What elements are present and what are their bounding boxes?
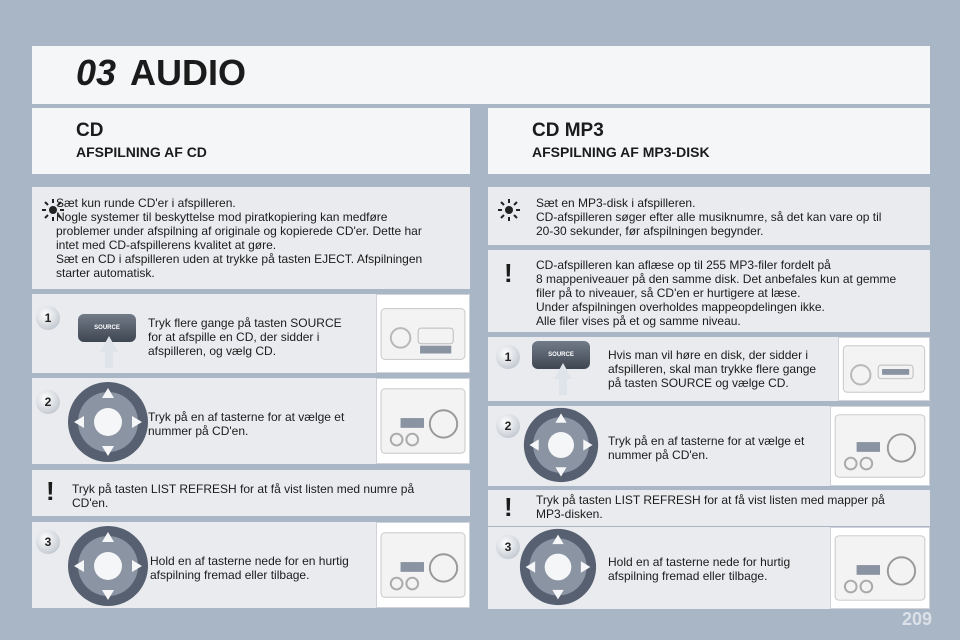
radio-panel-illustration [376,522,470,608]
step-number: 2 [496,414,520,438]
right-section-header [488,108,930,174]
left-warning-panel [32,470,470,516]
right-step3-text: Hold en af tasterne nede for hurtig afspilning fremad eller tilbage. [608,555,791,583]
left-warning-text: Tryk på tasten LIST REFRESH for at få vist listen med numre på CD'en. [72,482,415,510]
right-warning1-text: CD-afspilleren kan aflæse op til 255 MP3-filer fordelt på 8 mappeniveauer på den samme disk. Det anbefales kun at gemme filer på to niveauer, så CD'en er hurtigere at læse. Under afspilningen overholdes mappeopdelingen ikke. Alle filer vises på et og samme niveau. [536,258,897,328]
radio-panel-illustration [376,378,470,464]
left-step3-text: Hold en af tasterne nede for en hurtig afspilning fremad eller tilbage. [150,554,349,582]
page-number: 209 [901,609,932,629]
right-step3-panel [488,527,930,609]
chapter-number: 03 [76,52,117,93]
step-number: 1 [36,306,60,330]
left-step3-panel [32,522,470,608]
right-warning2-panel [488,490,930,526]
step-number: 3 [496,535,520,559]
right-info-text: Sæt en MP3-disk i afspilleren. CD-afspilleren søger efter alle musiknumre, så det kan vare op til 20-30 sekunder, før afspilningen begynder. [536,196,882,238]
sun-icon [496,197,522,223]
right-step2-panel [488,406,930,486]
right-info-panel [488,187,930,245]
source-button-illustration: SOURCE [78,314,136,342]
chapter-title: AUDIO [130,52,246,93]
right-section-title: CD MP3 [532,120,604,141]
navigation-pad-icon [522,406,600,484]
left-section-header [32,108,470,174]
radio-panel-illustration [376,294,470,373]
left-step2-text: Tryk på en af tasterne for at vælge et nummer på CD'en. [148,410,345,438]
radio-panel-illustration [830,527,930,609]
right-step2-text: Tryk på en af tasterne for at vælge et nummer på CD'en. [608,434,805,462]
exclamation-icon: ! [46,476,55,506]
navigation-pad-icon [66,524,150,608]
step-number: 1 [496,345,520,369]
step-number: 2 [36,390,60,414]
arrow-up-icon [100,336,118,352]
radio-panel-illustration [838,337,930,401]
navigation-pad-icon [518,527,598,607]
arrow-up-icon [554,363,572,379]
left-step1-text: Tryk flere gange på tasten SOURCE for at afspille en CD, der sidder i afspilleren, og vælg CD. [148,316,342,358]
source-button-illustration: SOURCE [532,341,590,369]
left-step2-panel [32,378,470,464]
right-step1-text: Hvis man vil høre en disk, der sidder i afspilleren, skal man trykke flere gange på tasten SOURCE og vælge CD. [608,348,817,390]
right-warning1-panel [488,250,930,332]
right-section-subtitle: AFSPILNING AF MP3-DISK [532,144,710,160]
step-number: 3 [36,530,60,554]
exclamation-icon: ! [504,258,513,288]
left-info-panel [32,187,470,289]
right-warning2-text: Tryk på tasten LIST REFRESH for at få vist listen med mapper på MP3-disken. [536,493,885,521]
left-section-title: CD [76,120,104,141]
radio-panel-illustration [830,406,930,486]
right-step1-panel [488,337,930,401]
left-step1-panel [32,294,470,373]
navigation-pad-icon [66,380,150,464]
left-section-subtitle: AFSPILNING AF CD [76,144,207,160]
exclamation-icon: ! [504,492,513,522]
left-info-text: Sæt kun runde CD'er i afspilleren. Nogle systemer til beskyttelse mod piratkopiering kan medføre problemer under afspilning af originale og kopierede CD'er. Dette har intet med CD-afspillerens kvalitet at gøre. Sæt en CD i afspilleren uden at trykke på tasten EJECT. Afspilningen starter automatisk. [56,196,423,280]
